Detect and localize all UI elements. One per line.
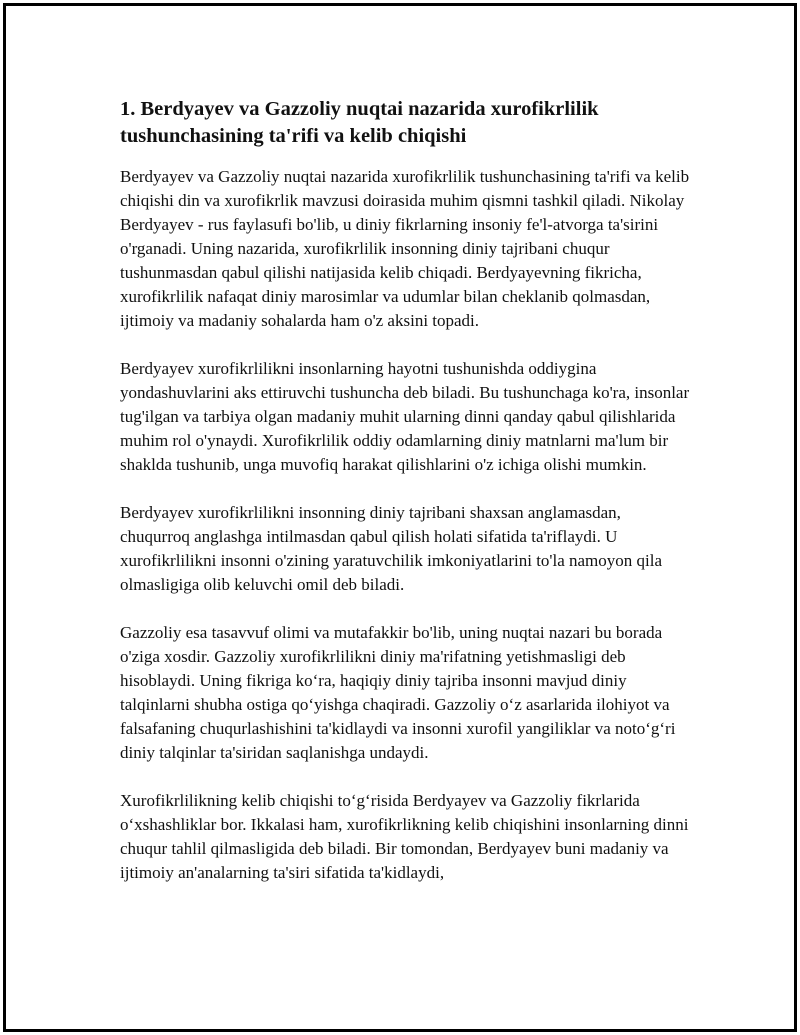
paragraph-5: Xurofikrlilikning kelib chiqishi to‘g‘risida Berdyayev va Gazzoliy fikrlarida o‘xshashliklar bor. Ikkalasi ham, xurofikrlikning kelib chiqishini insonlarning dinni chuqur tahlil qilmasligida deb biladi. Bir tomondan, Berdyayev buni madaniy va ijtimoiy an'analarning ta'siri sifatida ta'kidlaydi,	[120, 791, 689, 882]
document-body	[120, 96, 690, 909]
paragraph-4: Gazzoliy esa tasavvuf olimi va mutafakkir bo'lib, uning nuqtai nazari bu borada o'ziga xosdir. Gazzoliy xurofikrlilikni diniy ma'rifatning yetishmasligi deb hisoblaydi. Uning fikriga ko‘ra, haqiqiy diniy tajriba insonni mavjud diniy talqinlarni shubha ostiga qo‘yishga chaqiradi. Gazzoliy o‘z asarlarida ilohiyot va falsafaning chuqurlashishini ta'kidlaydi va insonni xurofil yangiliklar va noto‘g‘ri diniy talqinlar ta'siridan saqlanishga undaydi.	[120, 623, 676, 762]
document-page	[3, 3, 797, 1032]
paragraph-1: Berdyayev va Gazzoliy nuqtai nazarida xurofikrlilik tushunchasining ta'rifi va kelib chiqishi din va xurofikrlik mavzusi doirasida muhim qismni tashkil qiladi. Nikolay Berdyayev - rus faylasufi bo'lib, u diniy fikrlarning insoniy fe'l-atvorga ta'sirini o'rganadi. Uning nazarida, xurofikrlilik insonning diniy tajribani chuqur tushunmasdan qabul qilishi natijasida kelib chiqadi. Berdyayevning fikricha, xurofikrlilik nafaqat diniy marosimlar va udumlar bilan cheklanib qolmasdan, ijtimoiy va madaniy sohalarda ham o'z aksini topadi.	[120, 167, 690, 330]
paragraph-2: Berdyayev xurofikrlilikni insonlarning hayotni tushunishda oddiygina yondashuvlarini aks ettiruvchi tushuncha deb biladi. Bu tushunchaga ko'ra, insonlar tug'ilgan va tarbiya olgan madaniy muhit ularning dinni qanday qabul qilishlarida muhim rol o'ynaydi. Xurofikrlilik oddiy odamlarning diniy matnlarni ma'lum bir shaklda tushunib, unga muvofiq harakat qilishlarini o'z ichiga olishi mumkin.	[120, 359, 690, 474]
section-heading: 1. Berdyayev va Gazzoliy nuqtai nazarida xurofikrlilik tushunchasining ta'rifi va kelib chiqishi	[120, 98, 599, 147]
paragraph-3: Berdyayev xurofikrlilikni insonning diniy tajribani shaxsan anglamasdan, chuqurroq anglashga intilmasdan qabul qilish holati sifatida ta'riflaydi. U xurofikrlilikni insonni o'zining yaratuvchilik imkoniyatlarini to'la namoyon qila olmasligiga olib keluvchi omil deb biladi.	[120, 503, 663, 594]
